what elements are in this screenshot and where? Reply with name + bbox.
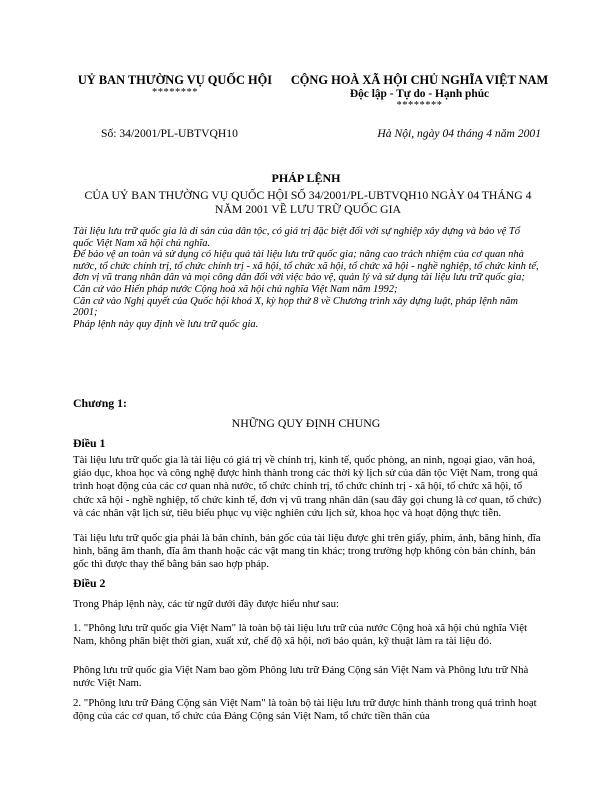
issuing-authority-block [70, 73, 280, 98]
national-title: CỘNG HOÀ XÃ HỘI CHỦ NGHĨA VIỆT NAM [290, 73, 549, 87]
article-paragraph: 1. "Phông lưu trữ quốc gia Việt Nam" là toàn bộ tài liệu lưu trữ của nước Cộng hoà xã hội chủ nghĩa Việt Nam, không phân biệt thời gian, xuất xứ, chế độ xã hội, nơi bảo quản, kỹ thuật làm ra tài liệu đó. [73, 622, 528, 648]
preamble-paragraph: Căn cứ vào Nghị quyết của Quốc hội khoá X, kỳ họp thứ 8 về Chương trình xây dựng luật, pháp lệnh năm 2001; [73, 295, 518, 319]
national-motto: Độc lập - Tự do - Hạnh phúc [349, 88, 490, 100]
chapter-title: NHỮNG QUY ĐỊNH CHUNG [231, 416, 381, 430]
article-paragraph: Tài liệu lưu trữ quốc gia phải là bản chính, bản gốc của tài liệu được ghi trên giấy, phim, ảnh, băng hình, đĩa hình, băng âm thanh, đĩa âm thanh hoặc các vật mang tin khác; trong trường hợp không còn bản chính, bản gốc thì được thay thế bằng bản sao hợp pháp. [73, 532, 541, 571]
article-paragraph: Phông lưu trữ quốc gia Việt Nam bao gồm Phông lưu trữ Đảng Cộng sản Việt Nam và Phông lưu trữ Nhà nước Việt Nam. [73, 664, 529, 690]
article-paragraph: 2. "Phông lưu trữ Đảng Cộng sản Việt Nam" là toàn bộ tài liệu lưu trữ được hình thành trong quá trình hoạt động của các cơ quan, tổ chức của Đảng Cộng sản Việt Nam, tổ chức tiền thân của [73, 697, 537, 723]
preamble-paragraph: Căn cứ vào Hiến pháp nước Cộng hoà xã hội chủ nghĩa Việt Nam năm 1992; [73, 283, 398, 295]
article-paragraph: Tài liệu lưu trữ quốc gia là tài liệu có giá trị về chính trị, kinh tế, quốc phòng, an ninh, ngoại giao, văn hoá, giáo dục, khoa học và công nghệ được hình thành trong các thời kỳ lịch sử của dân tộc Việt Nam, trong quá trình hoạt động của các cơ quan nhà nước, tổ chức chính trị, tổ chức chính trị - xã hội, tổ chức xã hội, tổ chức xã hội - nghề nghiệp, tổ chức kinh tế, đơn vị vũ trang nhân dân (sau đây gọi chung là cơ quan, tổ chức) và các nhân vật lịch sử, tiêu biểu phục vụ việc nghiên cứu lịch sử, khoa học và hoạt động thực tiễn. [73, 454, 542, 519]
motto-separator: ******** [396, 100, 443, 111]
place-and-date: Hà Nội, ngày 04 tháng 4 năm 2001 [377, 127, 541, 140]
preamble-paragraph: Pháp lệnh này quy định về lưu trữ quốc gia. [73, 318, 259, 330]
national-title-block [282, 73, 557, 111]
preamble [73, 226, 543, 330]
issuing-authority: UỶ BAN THƯỜNG VỤ QUỐC HỘI [77, 73, 273, 87]
document-number: Số: 34/2001/PL-UBTVQH10 [101, 127, 238, 140]
document-title: PHÁP LỆNH [271, 171, 341, 185]
preamble-paragraph: Tài liệu lưu trữ quốc gia là di sản của dân tộc, có giá trị đặc biệt đối với sự nghiệp xây dựng và bảo vệ Tổ quốc Việt Nam xã hội chủ nghĩa. [73, 226, 520, 249]
article-paragraph: Trong Pháp lệnh này, các từ ngữ dưới đây được hiểu như sau: [73, 598, 339, 610]
authority-separator: ******** [152, 87, 198, 98]
preamble-paragraph: Để bảo vệ an toàn và sử dụng có hiệu quả tài liệu lưu trữ quốc gia; nâng cao trách nhiệm của cơ quan nhà nước, tổ chức chính trị, tổ chức chính trị - xã hội, tổ chức xã hội, tổ chức xã hội - nghề nghiệp, tổ chức kinh tế, đơn vị vũ trang nhân dân và mọi công dân đối với việc bảo vệ, quản lý và sử dụng tài liệu lưu trữ quốc gia; [73, 249, 539, 284]
document-subtitle: CỦA UỶ BAN THƯỜNG VỤ QUỐC HỘI SỐ 34/2001/PL-UBTVQH10 NGÀY 04 THÁNG 4 NĂM 2001 VỀ LƯU TRỮ QUỐC GIA [84, 189, 532, 216]
chapter-label: Chương 1: [73, 396, 127, 410]
article-1-heading: Điều 1 [73, 436, 106, 450]
article-2-heading: Điều 2 [73, 576, 106, 590]
